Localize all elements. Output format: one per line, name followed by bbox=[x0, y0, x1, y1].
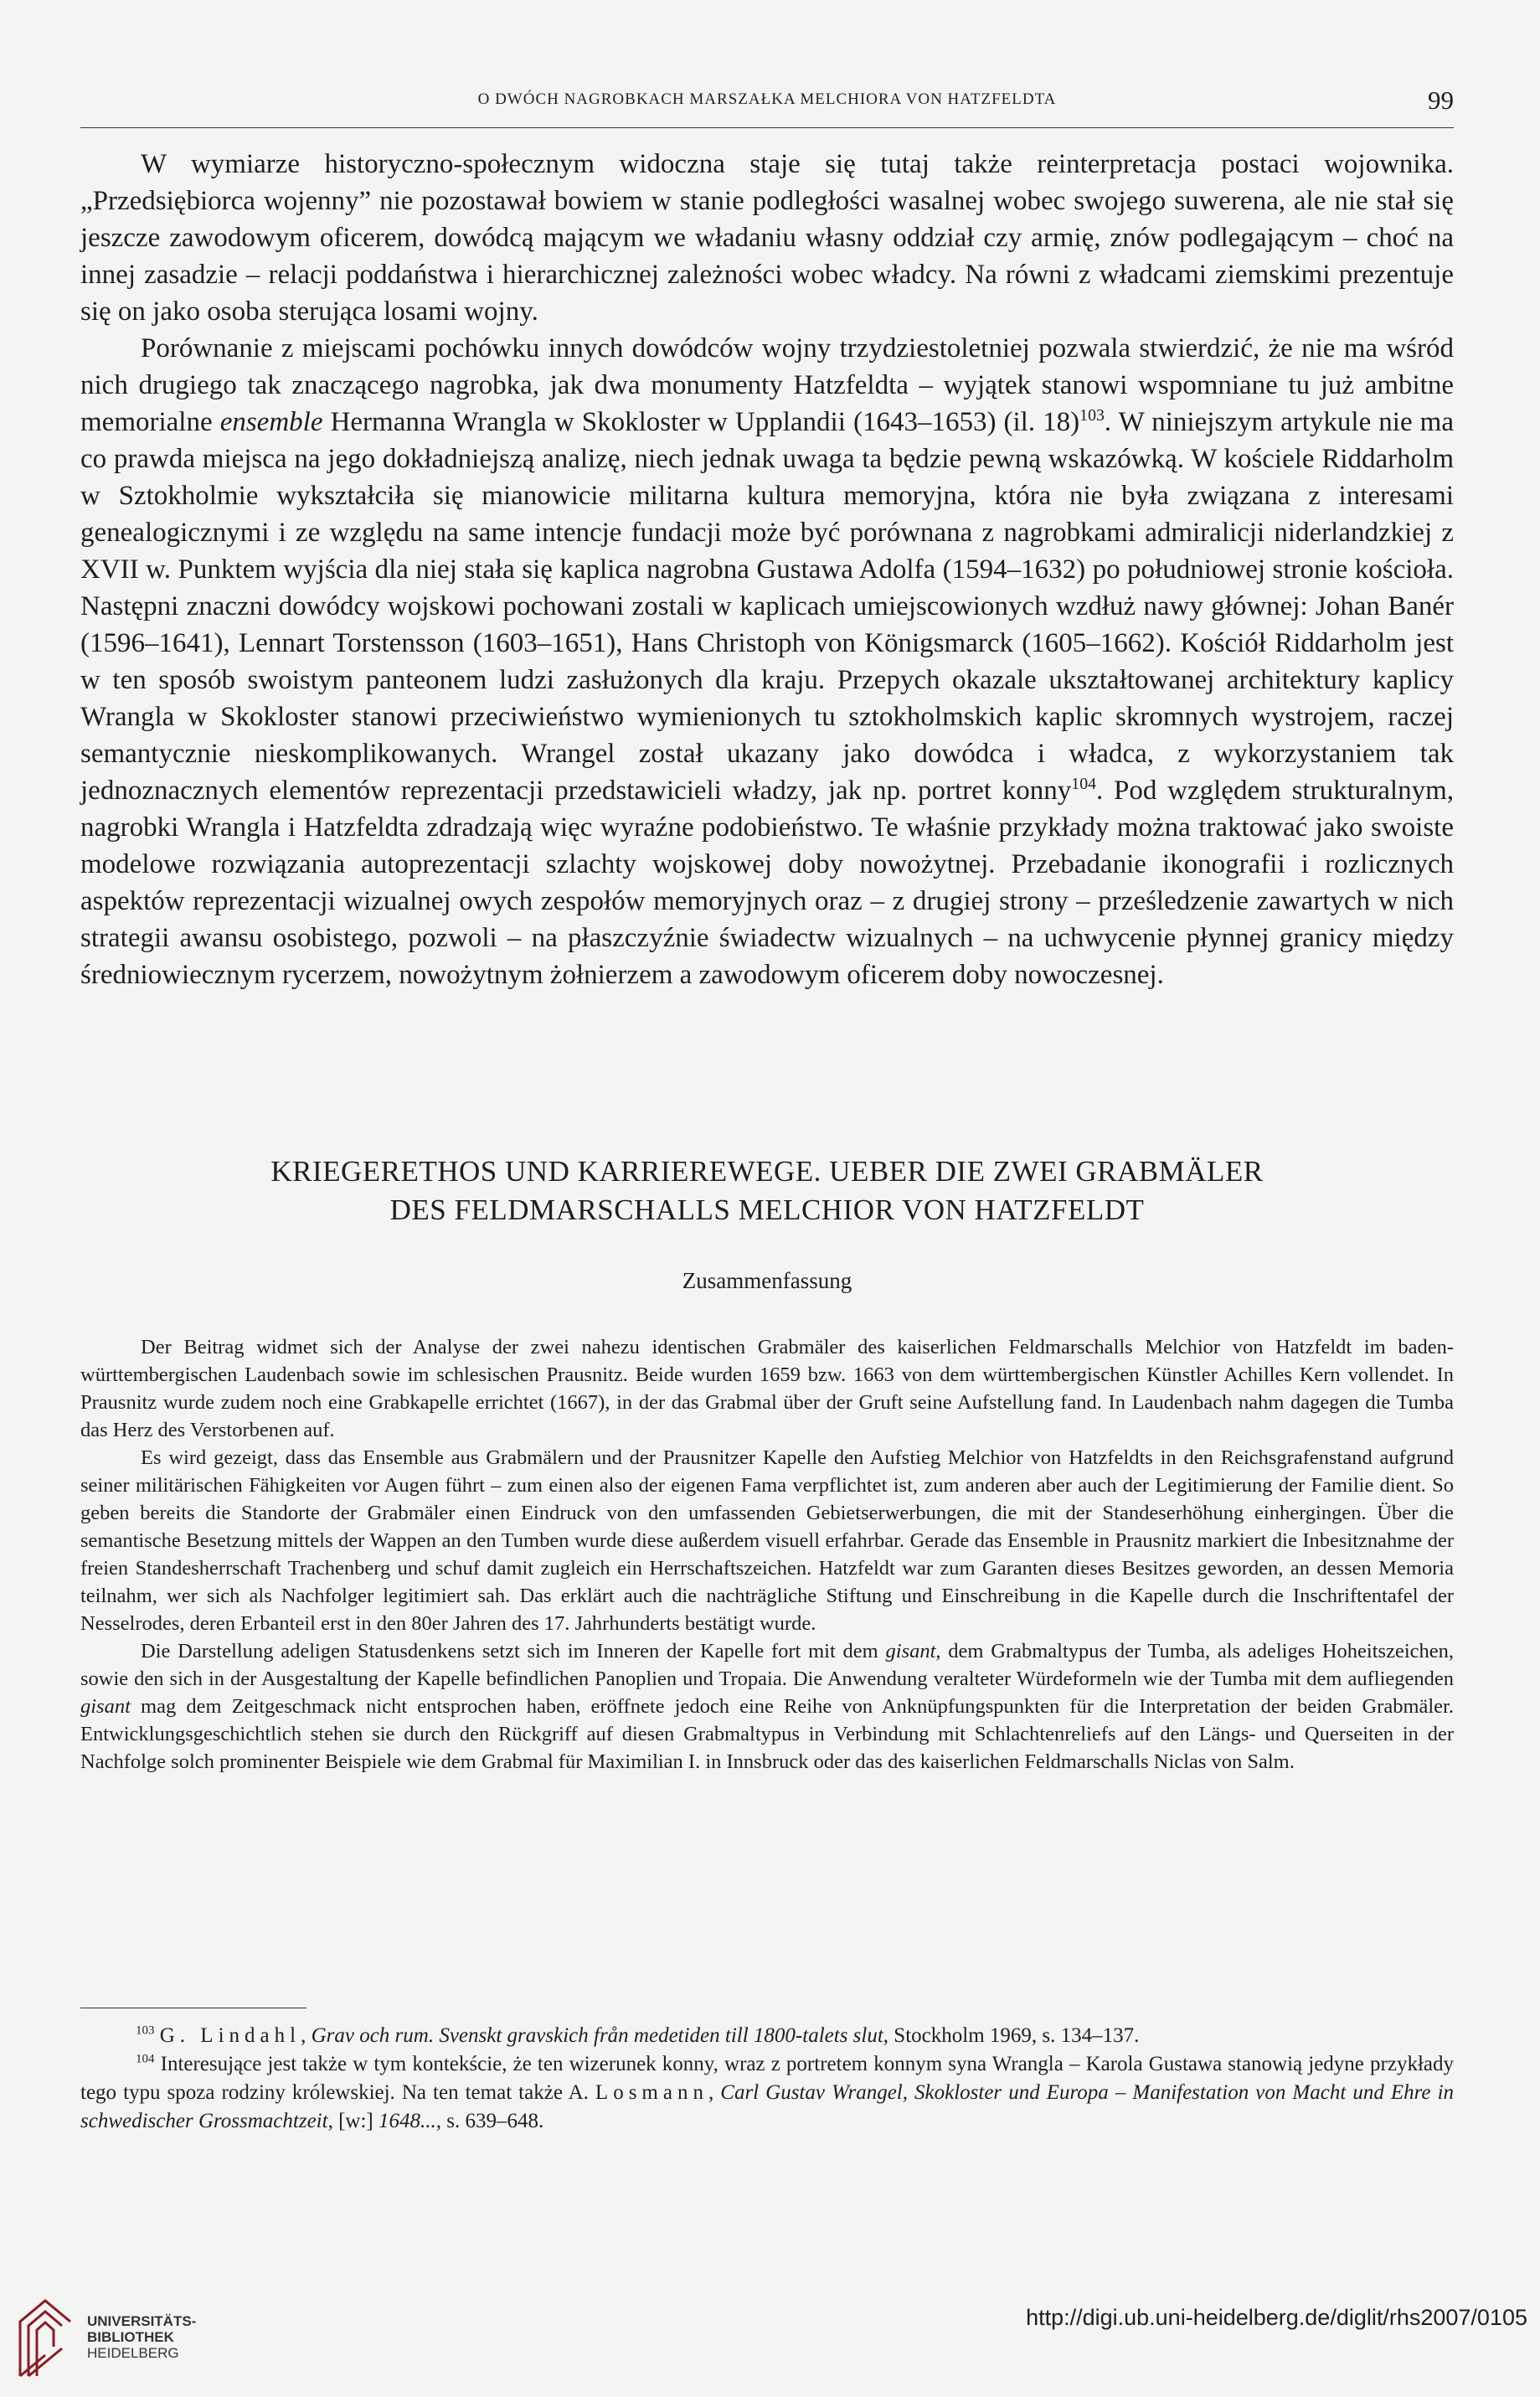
italic-term: gisant bbox=[80, 1695, 131, 1718]
library-logo-icon bbox=[12, 2296, 79, 2380]
library-name-line-1: UNIVERSITÄTS- bbox=[87, 2313, 197, 2329]
summary-title bbox=[80, 1152, 1454, 1229]
running-header: O DWÓCH NAGROBKACH MARSZAŁKA MELCHIORA VON HATZFELDTA bbox=[477, 90, 1057, 108]
summary-body bbox=[80, 1333, 1454, 1776]
body-text-run: Porównanie z miejscami pochówku innych dowódców wojny trzydziestoletniej pozwala stwierdzić, że nie ma wśród nich drugiego tak znaczącego nagrobka, jak dwa monumenty Hatzfeldta – wyjątek stanowi wspomniane tu już ambitne memorialne bbox=[80, 333, 1454, 437]
footnote-text-run: , Stockholm 1969, s. 134–137. bbox=[883, 2024, 1140, 2047]
footnotes bbox=[80, 2022, 1454, 2136]
body-paragraph-1: W wymiarze historyczno-społecznym widoczna staje się tutaj także reinterpretacja postaci wojownika. „Przedsiębiorca wojenny” nie pozostawał bowiem w stanie podległości wasalnej wobec swojego suwerena, ale nie stał się jeszcze zawodowym oficerem, dowódcą mającym we władaniu własny oddział czy armię, znów podlegającym – choć na innej zasadzie – relacji poddaństwa i hierarchicznej zależności wobec władcy. Na równi z władcami ziemskimi prezentuje się on jako osoba sterująca losami wojny. bbox=[80, 149, 1454, 327]
summary-paragraph-3 bbox=[80, 1637, 1454, 1776]
summary-text-run: , dem Grabmaltypus der Tumba, als adeliges Hoheitszeichen, sowie den sich in der Ausgestaltung der Kapelle befindlichen Panoplien und Tropaia. Die Anwendung veralteter Würdeformeln wie der Tumba mit dem aufliegenden bbox=[80, 1640, 1455, 1690]
summary-paragraph-1: Der Beitrag widmet sich der Analyse der zwei nahezu identischen Grabmäler des kaiserlichen Feldmarschalls Melchior von Hatzfeldt im baden-württembergischen Laudenbach sowie im schlesischen Prausnitz. Beide wurden 1659 bzw. 1663 von dem württembergischen Künstler Achilles Kern vollendet. In Prausnitz wurde zudem noch eine Grabkapelle errichtet (1667), in der das Grabmal über der Gruft seine Aufstellung fand. In Laudenbach nahm dagegen die Tumba das Herz des Verstorbenen auf. bbox=[80, 1336, 1454, 1441]
footnote-author: G. Lindahl bbox=[159, 2024, 301, 2047]
footnote-number: 104 bbox=[136, 2052, 155, 2066]
page-number: 99 bbox=[1428, 85, 1454, 115]
footnote-text-run: , s. 639–648. bbox=[435, 2110, 544, 2132]
footnote-text-run: Interesujące jest także w tym kontekście, że ten wizerunek konny, wraz z portretem konnym syna Wrangla – Karola Gustawa stanowią jedyne przykłady tego typu spoza rodziny królewskiej. Na ten temat także A. bbox=[80, 2053, 1454, 2104]
footnote-104 bbox=[80, 2050, 1454, 2136]
footnote-ref-104[interactable]: 104 bbox=[1071, 775, 1096, 793]
library-name-line-3: HEIDELBERG bbox=[87, 2345, 179, 2361]
footnote-author: Losmann bbox=[595, 2081, 708, 2104]
summary-paragraph-2: Es wird gezeigt, dass das Ensemble aus Grabmälern und der Prausnitzer Kapelle den Aufstieg Melchior von Hatzfeldts in den Reichsgrafenstand aufgrund seiner militärischen Fähigkeiten vor Augen führt – zum einen also der eigenen Fama verpflichtet ist, zum anderen aber auch der Legitimierung der Familie dient. So geben bereits die Standorte der Grabmäler einen Eindruck von den umfassenden Gebietserwerbungen, die mit der Standeserhöhung einhergingen. Über die semantische Besetzung mittels der Wappen an den Tumben wurde diese außerdem visuell erfahrbar. Gerade das Ensemble in Prausnitz markiert die Inbesitznahme der freien Standesherrschaft Trachenberg und schuf damit zugleich ein Herrschaftszeichen. Hatzfeldt war zum Garanten dieses Besitzes geworden, an dessen Memoria teilnahm, wer sich als Nachfolger legitimiert sah. Das erklärt auch die nachträgliche Stiftung und Einschreibung in die Kapelle durch die Inschriftentafel der Nesselrodes, deren Erbanteil erst in den 80er Jahren des 17. Jahrhunderts bestätigt wurde. bbox=[80, 1446, 1454, 1635]
footnote-title: Carl Gustav Wrangel, Skokloster und Europa – Manifestation von Macht und Ehre in schwedischer Grossmachtzeit bbox=[80, 2081, 1455, 2132]
body-text-run: Hermanna Wrangla w Skokloster w Upplandii (1643–1653) (il. 18) bbox=[322, 407, 1080, 437]
summary-title-line-1: KRIEGERETHOS UND KARRIEREWEGE. UEBER DIE ZWEI GRABMÄLER bbox=[270, 1155, 1264, 1188]
footnote-103: $^{103}$ G. Lindahl, Grav och rum. Svenskt gravskich från medetiden till 1800-talets slut, Stockholm 1969, s. 134–137. bbox=[136, 2023, 1140, 2047]
summary-text-run: mag dem Zeitgeschmack nicht entsprochen haben, eröffnete jedoch eine Reihe von Anknüpfungspunkten für die Interpretation der beiden Grabmäler. Entwicklungsgeschichtlich stehen sie durch den Rückgriff auf diesen Grabmaltypus in Verbindung mit Schlachtenreliefs auf den Längs- und Querseiten in der Nachfolge solch prominenter Beispiele wie dem Grabmal für Maximilian I. in Innsbruck oder das des kaiserlichen Feldmarschalls Niclas von Salm. bbox=[80, 1695, 1454, 1773]
source-url-link[interactable]: http://digi.ub.uni-heidelberg.de/diglit/rhs2007/0105 bbox=[1026, 2305, 1527, 2330]
italic-term: gisant bbox=[885, 1640, 936, 1662]
body-text-run: . W niniejszym artykule nie ma co prawda miejsca na jego dokładniejszą analizę, niech jednak uwaga ta będzie pewną wskazówką. W kościele Riddarholm w Sztokholmie wykształciła się mianowicie militarna kultura memoryjna, która nie była związana z interesami genealogicznymi i ze względu na same intencje fundacji może być porównana z nagrobkami admiralicji niderlandzkiej z XVII w. Punktem wyjścia dla niej stała się kaplica nagrobna Gustawa Adolfa (1594–1632) po południowej stronie kościoła. Następni znaczni dowódcy wojskowi pochowani zostali w kaplicach umiejscowionych wzdłuż nawy głównej: Johan Banér (1596–1641), Lennart Torstensson (1603–1651), Hans Christoph von Königsmarck (1605–1662). Kościół Riddarholm jest w ten sposób swoistym panteonem ludzi zasłużonych dla kraju. Przepych okazale ukształtowanej architektury kaplicy Wrangla w Skokloster stanowi przeciwieństwo wymienionych tu sztokholmskich kaplic skromnych wystrojem, raczej semantycznie nieskomplikowanych. Wrangel został ukazany jako dowódca i władca, z wykorzystaniem tak jednoznacznych elementów reprezentacji przedstawicieli władzy, jak np. portret konny bbox=[80, 407, 1454, 806]
footnote-title: 1648... bbox=[378, 2110, 436, 2132]
footnote-number: 103 bbox=[136, 2023, 155, 2038]
footnote-text-run: , [w:] bbox=[327, 2110, 379, 2132]
footnote-ref-103[interactable]: 103 bbox=[1079, 406, 1105, 425]
body-text-run: . Pod względem strukturalnym, nagrobki Wrangla i Hatzfeldta zdradzają więc wyraźne podobieństwo. Te właśnie przykłady można traktować jako swoiste modelowe rozwiązania autoprezentacji szlachty wojskowej doby nowożytnej. Przebadanie ikonografii i rozlicznych aspektów reprezentacji wizualnej owych zespołów memoryjnych oraz – z drugiej strony – prześledzenie zawartych w nich strategii awansu osobistego, pozwoli – na płaszczyźnie świadectw wizualnych – na uchwycenie płynnej granicy między średniowiecznym rycerzem, nowożytnym żołnierzem a zawodowym oficerem doby nowoczesnej. bbox=[80, 776, 1454, 990]
summary-title-line-2: DES FELDMARSCHALLS MELCHIOR VON HATZFELDT bbox=[389, 1193, 1145, 1226]
footnote-text-run: , bbox=[708, 2081, 721, 2104]
body-paragraph-2 bbox=[80, 330, 1454, 993]
library-name-line-2: BIBLIOTHEK bbox=[87, 2329, 174, 2345]
article-body bbox=[80, 146, 1454, 993]
summary-text-run: Die Darstellung adeligen Statusdenkens setzt sich im Inneren der Kapelle fort mit dem bbox=[141, 1640, 886, 1662]
library-name bbox=[87, 2313, 196, 2361]
footnote-title: Grav och rum. Svenskt gravskich från medetiden till 1800-talets slut bbox=[311, 2024, 883, 2047]
summary-heading: Zusammenfassung bbox=[682, 1268, 852, 1293]
header-rule bbox=[80, 127, 1454, 128]
italic-term: ensemble bbox=[219, 407, 323, 437]
